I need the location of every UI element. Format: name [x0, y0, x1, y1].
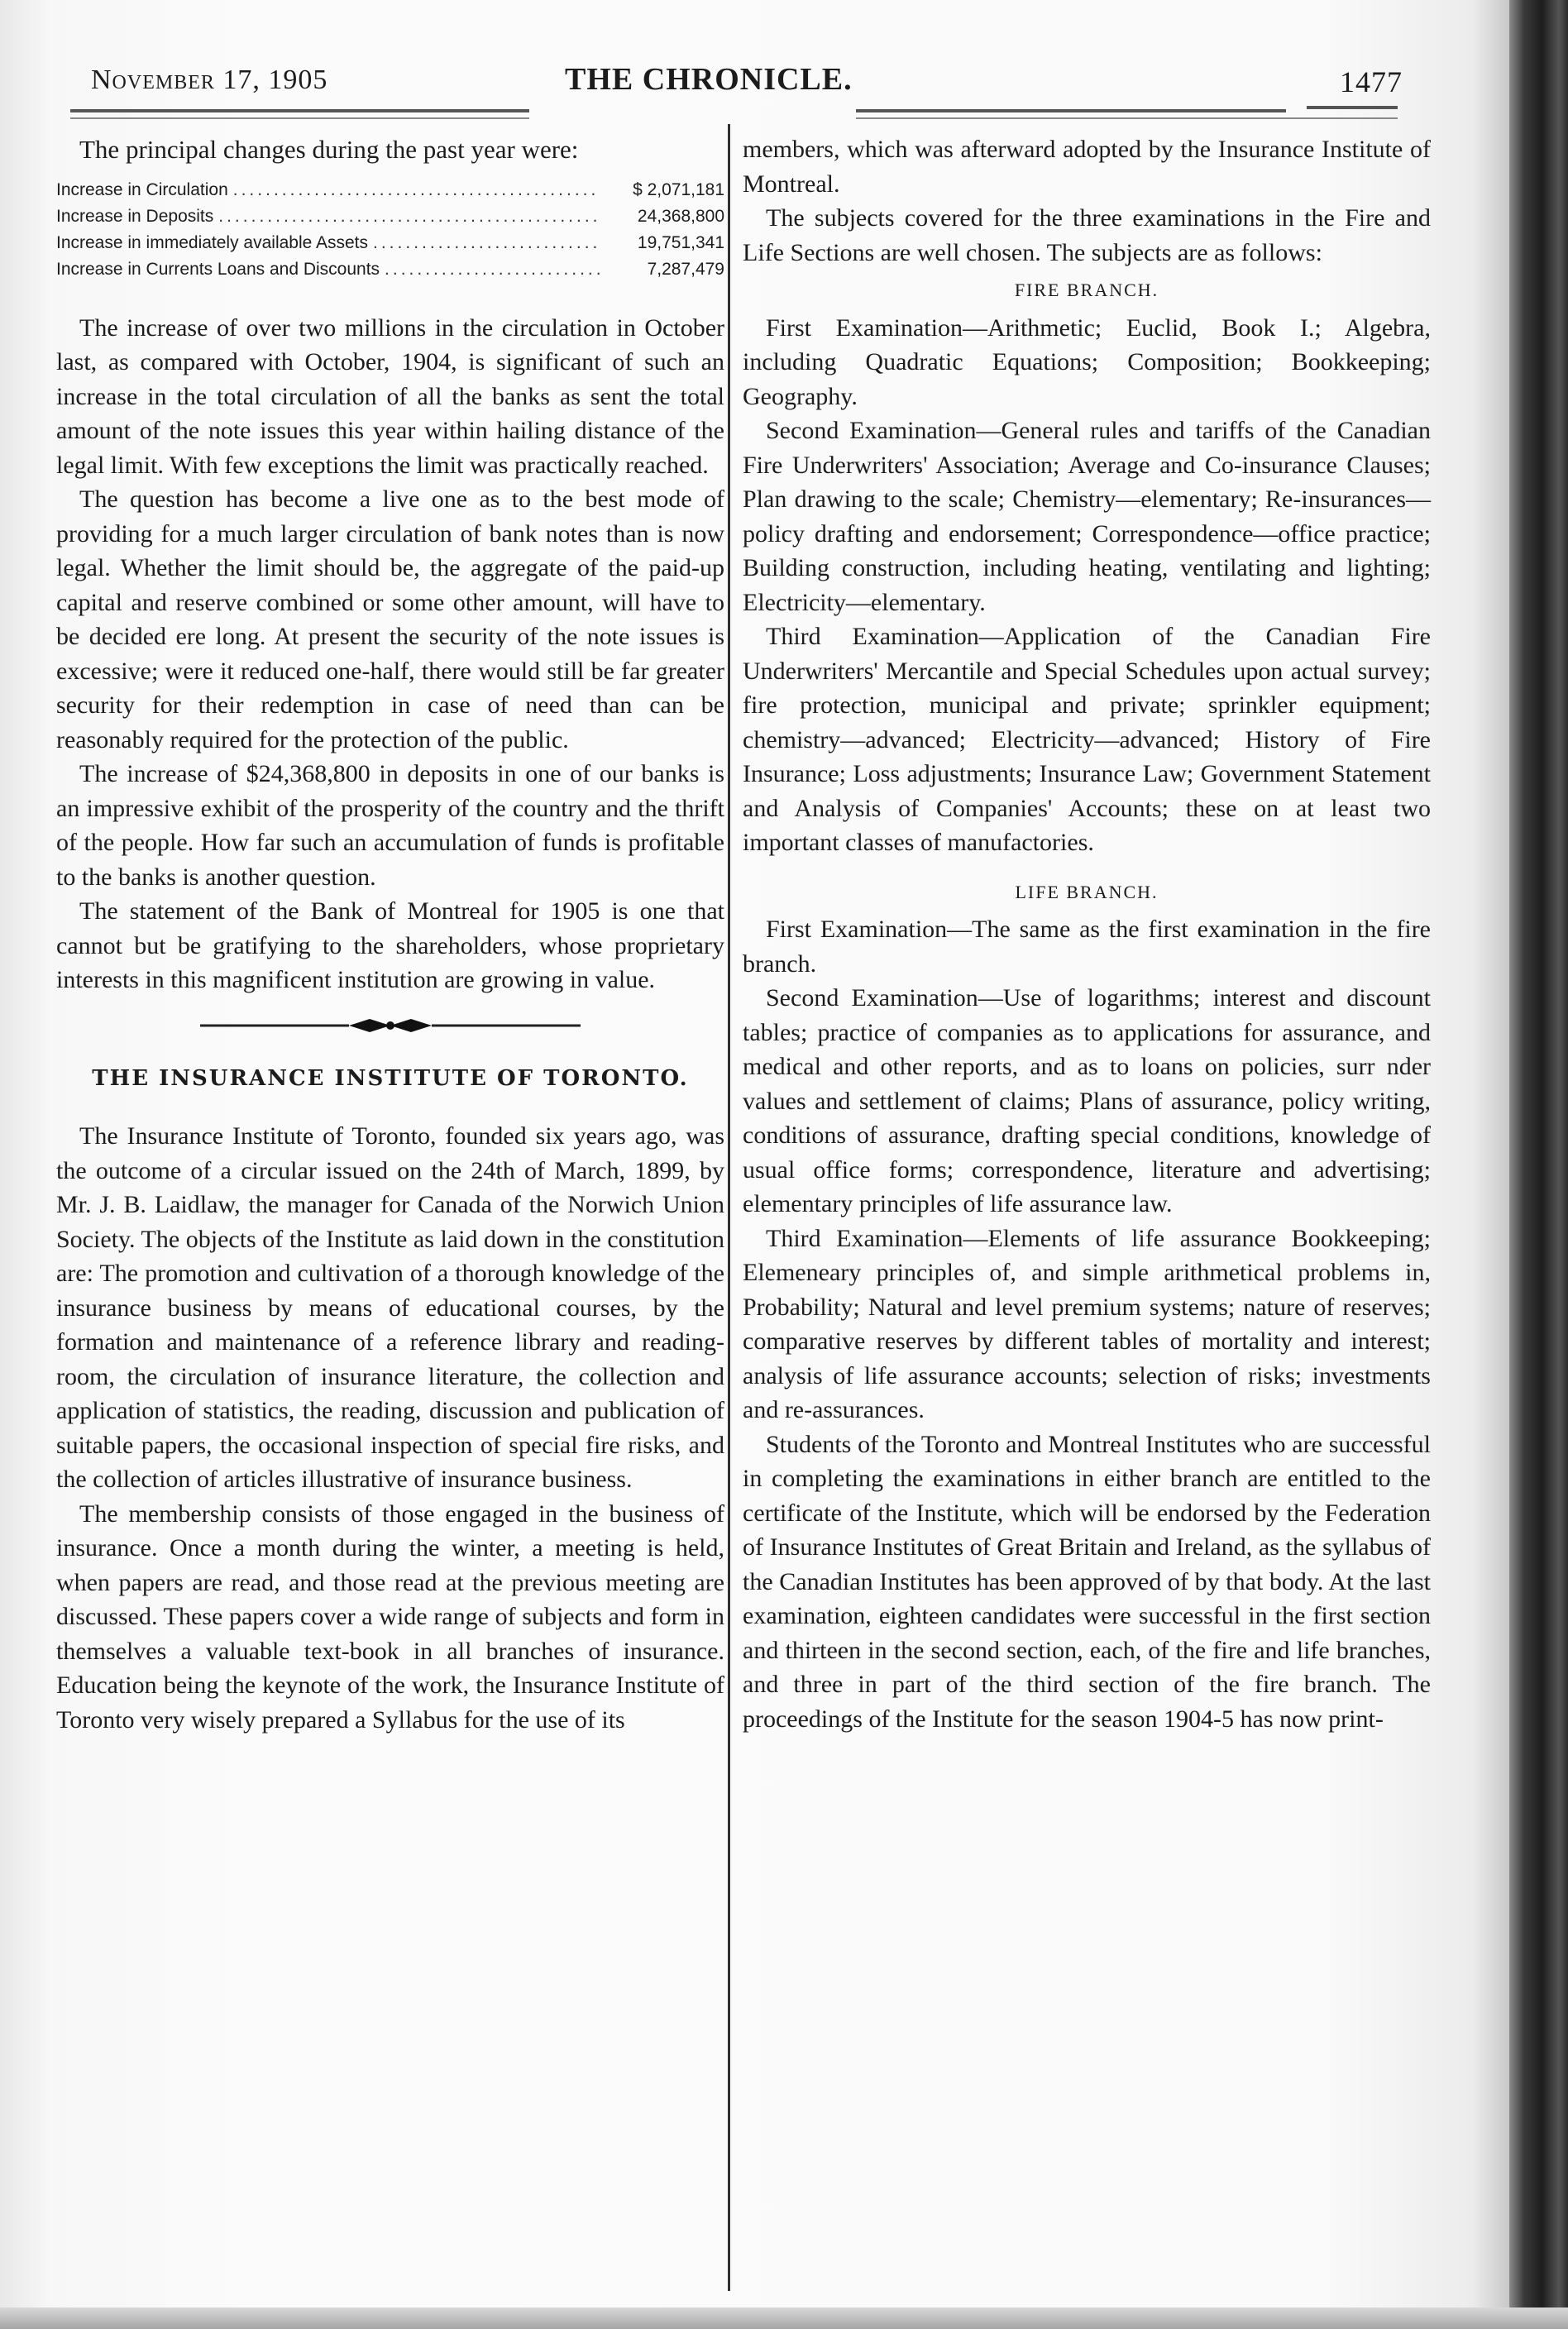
life-branch-paragraph: Second Examination—Use of logarithms; interest and discount tables; practice of companies as to applications for assurance, and medical and other reports, and as to loans on policies, surr nder values and settlement of claims; Plans of assurance, policy writing, conditions of assurance, drafting special conditions, knowledge of usual office forms; correspondence, literature and advertising; elementary principles of life assurance law.	[743, 984, 1431, 1217]
changes-row	[56, 256, 724, 283]
changes-table	[56, 177, 724, 283]
header-rule-right	[856, 109, 1286, 112]
leader-dots	[228, 177, 600, 203]
life-branch-heading: LIFE BRANCH.	[1015, 881, 1159, 902]
left-column	[56, 132, 724, 1737]
ornamental-rule-icon	[192, 1016, 589, 1035]
header-rule-right-short	[1307, 106, 1398, 109]
body-paragraph: The statement of the Bank of Montreal for 1905 is one that cannot but be gratifying to the shareholders, whose proprietary interests in this magnificent institution are growing in value.	[56, 897, 724, 993]
fire-branch-paragraph: Second Examination—General rules and tariffs of the Canadian Fire Underwriters' Association; Average and Co-insurance Clauses; Plan drawing to the scale; Chemistry—elementary; Re-insurances—policy drafting and endorsement; Correspondence—office practice; Building construction, including heating, ventilating and lighting; Electricity—elementary.	[743, 417, 1431, 616]
header-date: November 17, 1905	[91, 65, 328, 95]
life-branch-paragraph: Third Examination—Elements of life assurance Bookkeeping; Elemeneary principles of, and simple arithmetical problems in, Probability; Natural and level premium systems; nature of reserves; comparative reserves by different tables of mortality and interest; analysis of life assurance accounts; selection of risks; investments and re-assurances.	[743, 1224, 1431, 1423]
change-label: Increase in Circulation	[56, 179, 228, 199]
body-paragraph: The question has become a live one as to the best mode of providing for a much larger circulation of bank notes than is now legal. Whether the limit should be, the aggregate of the paid-up capital and reserve combined or some other amount, will have to be decided ere long. At present the security of the note issues is excessive; were it reduced one-half, there would still be far greater security for their redemption in case of need than can be reasonably required for the protection of the public.	[56, 485, 724, 753]
body-paragraph: members, which was afterward adopted by the Insurance Institute of Montreal.	[743, 136, 1431, 198]
article-title: THE INSURANCE INSTITUTE OF TORONTO.	[92, 1065, 689, 1091]
header-rule-left-thin	[70, 117, 529, 119]
leader-dots	[380, 256, 600, 283]
fire-branch-paragraph: Third Examination—Application of the Canadian Fire Underwriters' Mercantile and Special Schedules upon actual survey; fire protection, municipal and private; sprinkler equipment; chemistry—advanced; Electricity—advanced; History of Fire Insurance; Loss adjustments; Insurance Law; Government Statement and Analysis of Companies' Accounts; these on at least two important classes of manufactories.	[743, 623, 1431, 856]
page-number: 1477	[1340, 65, 1403, 98]
changes-row	[56, 177, 724, 203]
changes-row	[56, 230, 724, 256]
leader-dots	[213, 203, 600, 230]
change-value: 19,751,341	[637, 232, 724, 252]
body-paragraph: The increase of over two millions in the circulation in October last, as compared with October, 1904, is significant of such an increase in the total circulation of all the banks as sent the total amount of the note issues this year within hailing distance of the legal limit. With few exceptions the limit was practically reached.	[56, 313, 724, 479]
change-value: $ 2,071,181	[633, 179, 724, 199]
change-value: 7,287,479	[647, 259, 724, 279]
body-paragraph: The increase of $24,368,800 in deposits in one of our banks is an impressive exhibit of the prosperity of the country and the thrift of the people. How far such an accumulation of funds is profitable to the banks is another question.	[56, 760, 724, 891]
page-bottom-edge	[0, 2307, 1568, 2329]
journal-title: THE CHRONICLE.	[565, 62, 853, 97]
changes-row	[56, 203, 724, 230]
section-spacer	[56, 283, 724, 311]
fire-branch-heading: FIRE BRANCH.	[1014, 280, 1159, 300]
body-paragraph: The subjects covered for the three examinations in the Fire and Life Sections are well chosen. The subjects are as follows:	[743, 204, 1431, 266]
header-rule-left	[70, 109, 529, 112]
article-paragraph: The membership consists of those engaged in the business of insurance. Once a month during the winter, a meeting is held, when papers are read, and those read at the previous meeting are discussed. These papers cover a wide range of subjects and form in themselves a valuable text-book in all branches of insurance. Education being the keynote of the work, the Insurance Institute of Toronto very wisely prepared a Syllabus for the use of its	[56, 1499, 724, 1734]
change-label: Increase in Currents Loans and Discounts	[56, 259, 380, 279]
life-branch-paragraph: First Examination—The same as the first examination in the fire branch.	[743, 916, 1431, 978]
right-column	[743, 132, 1431, 1736]
header-rule-right-thin	[856, 117, 1398, 119]
leader-dots	[368, 230, 600, 256]
fire-branch-paragraph: First Examination—Arithmetic; Euclid, Book I.; Algebra, including Quadratic Equations; Composition; Bookkeeping; Geography.	[743, 313, 1431, 410]
change-value: 24,368,800	[637, 206, 724, 226]
life-branch-paragraph: Students of the Toronto and Montreal Institutes who are successful in completing the examinations in either branch are entitled to the certificate of the Institute, which will be endorsed by the Federation of Insurance Institutes of Great Britain and Ireland, as the syllabus of the Canadian Institutes has been approved of by that body. At the last examination, eighteen candidates were successful in the first section and thirteen in the second section, each, of the fire and life branches, and three in part of the third section of the fire branch. The proceedings of the Institute for the season 1904-5 has now print-	[743, 1430, 1431, 1733]
column-divider	[728, 124, 730, 2291]
page-edge-shadow	[1509, 0, 1568, 2329]
change-label: Increase in Deposits	[56, 206, 214, 226]
change-label: Increase in immediately available Assets	[56, 232, 369, 252]
changes-heading: The principal changes during the past year were:	[79, 135, 579, 164]
article-paragraph: The Insurance Institute of Toronto, founded six years ago, was the outcome of a circular issued on the 24th of March, 1899, by Mr. J. B. Laidlaw, the manager for Canada of the Norwich Union Society. The objects of the Institute as laid down in the constitution are: The promotion and cultivation of a thorough knowledge of the insurance business by means of educational courses, by the formation and maintenance of a reference library and reading-room, the circulation of insurance literature, the collection and application of statistics, the reading, discussion and publication of suitable papers, the occasional inspection of special fire risks, and the collection of articles illustrative of insurance business.	[56, 1122, 724, 1493]
